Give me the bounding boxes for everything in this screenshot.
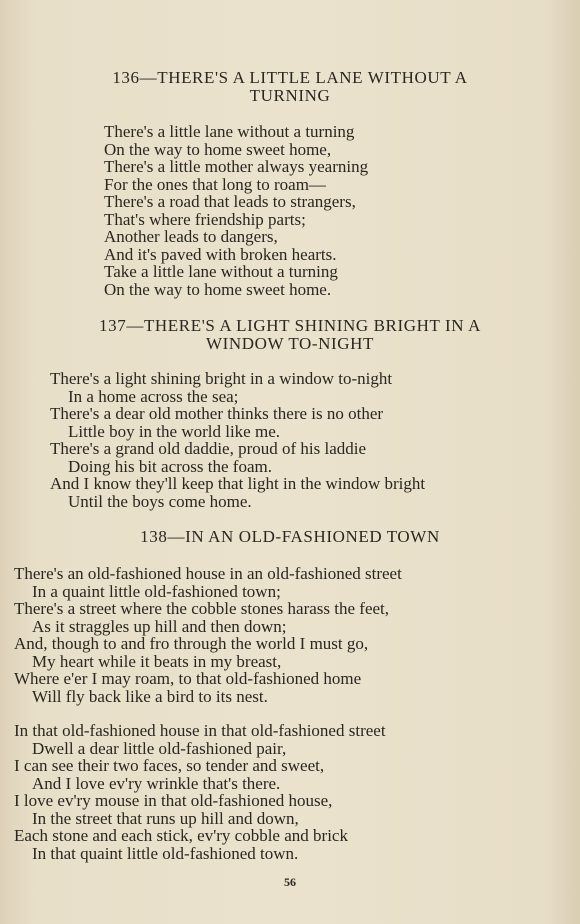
verse-line: In a quaint little old-fashioned town; [32,581,281,601]
song-136-verse [104,123,368,298]
verse-line: And I know they'll keep that light in the window bright [50,474,426,493]
verse-line: And I love ev'ry wrinkle that's there. [32,773,281,793]
song-136-title [0,69,580,105]
verse-line: Will fly back like a bird to its nest. [32,686,268,706]
verse-line: I love ev'ry mouse in that old-fashioned house, [14,791,333,810]
verse-line: That's where friendship parts; [104,209,306,229]
verse-line: There's a little mother always yearning [104,157,369,176]
title-line: 137—THERE'S A LIGHT SHINING BRIGHT IN A [99,316,481,335]
song-138-stanza-2 [14,722,386,862]
verse-line: There's a dear old mother thinks there is no other [50,404,384,423]
verse-line: For the ones that long to roam— [104,174,326,194]
title-line: TURNING [249,86,331,105]
verse-line: I can see their two faces, so tender and sweet, [14,756,325,775]
verse-line: There's a little lane without a turning [104,122,355,141]
verse-line: Each stone and each stick, ev'ry cobble and brick [14,826,348,845]
verse-line: As it straggles up hill and then down; [32,616,287,636]
song-137-title [0,317,580,353]
verse-line: Another leads to dangers, [104,227,278,246]
verse-line: In that old-fashioned house in that old-fashioned street [14,721,386,740]
verse-line: There's a grand old daddie, proud of his laddie [50,439,367,458]
verse-line: In a home across the sea; [68,386,239,406]
verse-line: Where e'er I may roam, to that old-fashioned home [14,669,362,688]
page-number: 56 [284,875,296,889]
title-line: 138—IN AN OLD-FASHIONED TOWN [140,527,440,546]
verse-line: My heart while it beats in my breast, [32,651,282,671]
verse-line: On the way to home sweet home, [104,139,332,159]
verse-line: Little boy in the world like me. [68,421,280,441]
song-138-stanza-1 [14,565,402,705]
verse-line: On the way to home sweet home. [104,279,332,299]
verse-line: In that quaint little old-fashioned town. [32,843,299,863]
verse-line: There's a light shining bright in a window to-night [50,369,393,388]
verse-line: And it's paved with broken hearts. [104,244,337,264]
verse-line: In the street that runs up hill and down, [32,808,299,828]
song-137-verse [50,370,425,510]
song-138-title [0,528,580,546]
verse-line: Until the boys come home. [68,491,252,511]
verse-line: There's an old-fashioned house in an old-fashioned street [14,564,402,583]
verse-line: And, though to and fro through the world I must go, [14,634,369,653]
verse-line: Dwell a dear little old-fashioned pair, [32,738,287,758]
verse-line: There's a street where the cobble stones harass the feet, [14,599,390,618]
verse-line: There's a road that leads to strangers, [104,192,356,211]
title-line: WINDOW TO-NIGHT [205,334,375,353]
verse-line: Doing his bit across the foam. [68,456,272,476]
verse-line: Take a little lane without a turning [104,262,338,281]
title-line: 136—THERE'S A LITTLE LANE WITHOUT A [112,68,468,87]
